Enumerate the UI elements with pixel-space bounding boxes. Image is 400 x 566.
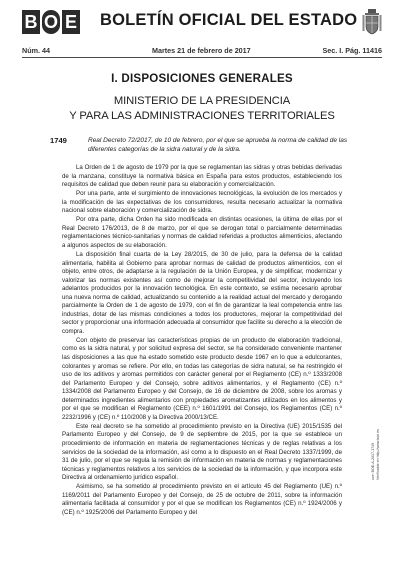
issue-info-bar xyxy=(22,44,382,58)
page-header xyxy=(22,8,382,42)
paragraph: La disposición final cuarta de la Ley 28/2015, de 30 de julio, para la defensa de la calidad alimentaria, habilita al Gobierno para aprobar normas de calidad de productos alimenticios, con el objeto, entre otros, de adaptarse a la regulación de la Unión Europea, y de simplificar, modernizar y valorizar las normas existentes así como de mejorar la competitividad del sector, incluyendo los adelantos producidos por la innovación tecnológica. En este contexto, se estima necesario aprobar una nueva norma de calidad, actualizando su contenido a la realidad actual del mercado y derogando parcialmente la Orden de 1 de agosto de 1979, con el fin de garantizar la leal competencia entre las industrias, dotar de las mismas condiciones a todos los productores, mejorar la competitividad del sector y proporcionar una información adecuada al consumidor que facilite su derecho a la elección de compra. xyxy=(62,250,342,335)
verification-url[interactable]: Verificable en http://www.boe.es xyxy=(376,429,380,480)
ministry-line-1: MINISTERIO DE LA PRESIDENCIA xyxy=(113,95,291,107)
paragraph: Con objeto de preservar las características propias de un producto de elaboración tradicional, como es la sidra natural, y por solicitud expresa del sector, se ha considerado conveniente mantener las disposiciones a las que ha estado sometido este producto desde 1967 en lo que a edulcorantes, colorantes y aromas se refiere. Por ello, en todas las categorías de sidra natural, se ha restringido el uso de los aditivos y aromas permitidos con carácter general por el Reglamento (CE) n.º 1333/2008 del Parlamento Europeo y del Consejo, sobre aditivos alimentarios, y el Reglamento (CE) n.º 1334/2008 del Parlamento Europeo y del Consejo, de 16 de diciembre de 2008, sobre los aromas y determinados ingredientes alimentarios con propiedades aromatizantes utilizados en los alimentos y por el que se modifican el Reglamento (CEE) n.º 1601/1991 del Consejo, los Reglamentos (CE) n.º 2232/1996 y (CE) n.º 110/2008 y la Directiva 2000/13/CE. xyxy=(62,336,342,421)
issue-number: Núm. 44 xyxy=(22,46,50,55)
logo-letter-b: B xyxy=(22,10,40,34)
logo-letter-o: O xyxy=(43,12,58,32)
coat-of-arms-icon xyxy=(362,8,382,36)
verification-note xyxy=(371,410,381,480)
decree-title: Real Decreto 72/2017, de 10 de febrero, por el que se aprueba la norma de calidad de las diferentes categorías de la sidra natural y de la sidra. xyxy=(88,137,348,153)
logo-letter-e: E xyxy=(62,10,80,34)
cve-code: cve: BOE-A-2017-1749 xyxy=(371,442,375,480)
section-page: Sec. I. Pág. 11416 xyxy=(322,46,382,55)
section-title: I. DISPOSICIONES GENERALES xyxy=(111,72,293,85)
document-body xyxy=(62,164,342,518)
paragraph: Este real decreto se ha sometido al procedimiento previsto en la Directiva (UE) 2015/1535 del Parlamento Europeo y del Consejo, de 9 de septiembre de 2015, por la que se establece un procedimiento de información en materia de reglamentaciones técnicas y de reglas relativas a los servicios de la sociedad de la información, así como a lo dispuesto en el Real Decreto 1337/1999, de 31 de julio, por el que se regula la remisión de información en materia de normas y reglamentaciones técnicas y reglamentos relativos a los servicios de la sociedad de la información, y que incorpora este Directiva al ordenamiento jurídico español. xyxy=(62,422,342,482)
ministry-heading xyxy=(22,94,382,124)
paragraph: Asimismo, se ha sometido al procedimiento previsto en el artículo 45 del Reglamento (UE) n.º 1169/2011 del Parlamento Europeo y del Consejo, de 25 de octubre de 2011, sobre la información alimentaria facilitada al consumidor y por el que se modifican los Reglamentos (CE) n.º 1924/2006 y (CE) n.º 1925/2006 del Parlamento Europeo y del xyxy=(62,483,342,516)
issue-date: Martes 21 de febrero de 2017 xyxy=(152,46,251,55)
ministry-line-2: Y PARA LAS ADMINISTRACIONES TERRITORIALES xyxy=(69,110,335,122)
boe-logo[interactable] xyxy=(22,10,82,34)
paragraph: Por una parte, ante el surgimiento de innovaciones tecnológicas, la evolución de los mercados y la modificación de las expectativas de los consumidores, resulta necesario actualizar la normativa nacional sobre elaboración y comercialización de sidra. xyxy=(62,190,342,215)
paragraph: Por otra parte, dicha Orden ha sido modificada en distintas ocasiones, la última de ellas por el Real Decreto 176/2013, de 8 de marzo, por el que se derogan total o parcialmente determinadas reglamentaciones técnico-sanitarias y normas de calidad referidas a productos alimenticios, afectando a algunos aspectos de su elaboración. xyxy=(62,216,342,249)
paragraph: La Orden de 1 de agosto de 1979 por la que se reglamentan las sidras y otras bebidas derivadas de la manzana, constituye la normativa básica en España para estos productos, estableciendo los requisitos de calidad que deben reunir para su elaboración y comercialización. xyxy=(62,164,342,189)
bulletin-title: BOLETÍN OFICIAL DEL ESTADO xyxy=(100,11,358,29)
decree-number: 1749 xyxy=(50,136,67,145)
